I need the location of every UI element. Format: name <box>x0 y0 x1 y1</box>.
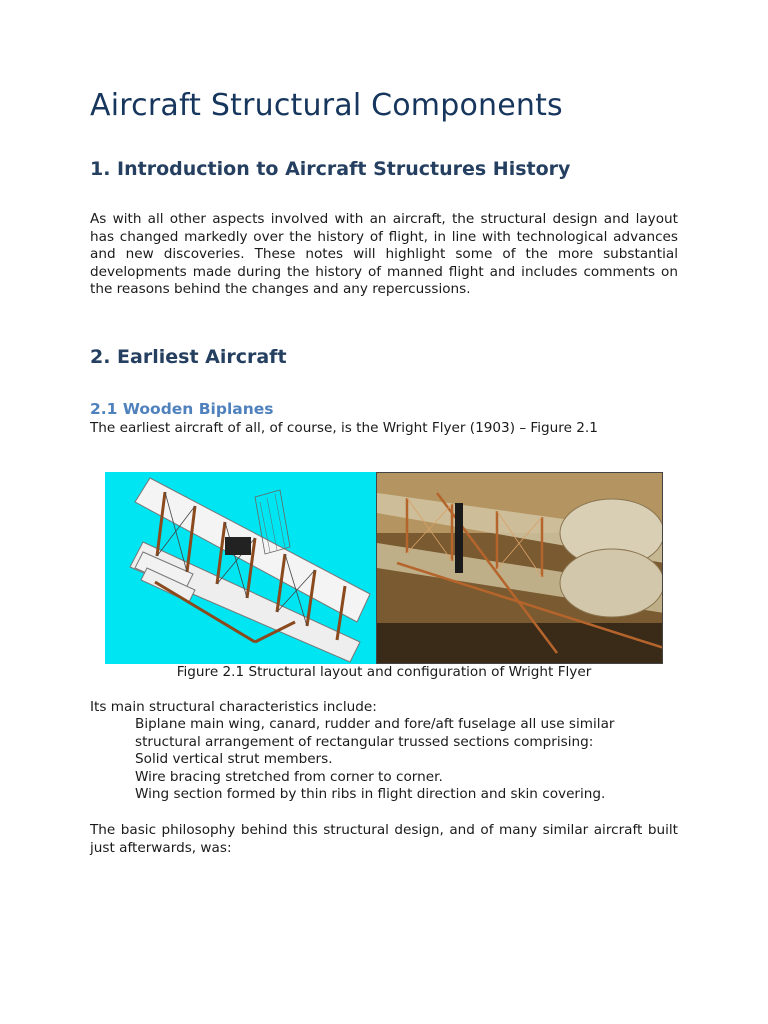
list-item: Biplane main wing, canard, rudder and fore/aft fuselage all use similar structural arrangement of rectangular trussed sections comprising: <box>135 716 615 750</box>
section-1-heading: 1. Introduction to Aircraft Structures History <box>90 158 571 180</box>
figure-2-1-caption: Figure 2.1 Structural layout and configuration of Wright Flyer <box>176 664 592 680</box>
wright-flyer-diagram-image <box>105 472 376 664</box>
subsection-2-1-heading: 2.1 Wooden Biplanes <box>90 400 274 418</box>
list-item: Solid vertical strut members. <box>135 751 333 768</box>
characteristics-list <box>135 716 680 804</box>
characteristics-intro: Its main structural characteristics include: <box>90 699 377 715</box>
subsection-2-1-intro: The earliest aircraft of all, of course, is the Wright Flyer (1903) – Figure 2.1 <box>90 420 598 436</box>
philosophy-paragraph: The basic philosophy behind this structural design, and of many similar aircraft built just afterwards, was: <box>90 822 678 856</box>
section-2-heading: 2. Earliest Aircraft <box>90 346 287 368</box>
list-item: Wire bracing stretched from corner to corner. <box>135 768 443 785</box>
document-title: Aircraft Structural Components <box>90 88 563 123</box>
wright-flyer-photo-image <box>376 472 663 664</box>
list-item: Wing section formed by thin ribs in flight direction and skin covering. <box>135 786 606 803</box>
figure-2-1 <box>105 472 663 664</box>
section-1-paragraph: As with all other aspects involved with an aircraft, the structural design and layout has changed markedly over the history of flight, in line with technological advances and new discoveries. These notes will highlight some of the more substantial developments made during the history of manned flight and includes comments on the reasons behind the changes and any repercussions. <box>90 211 678 298</box>
